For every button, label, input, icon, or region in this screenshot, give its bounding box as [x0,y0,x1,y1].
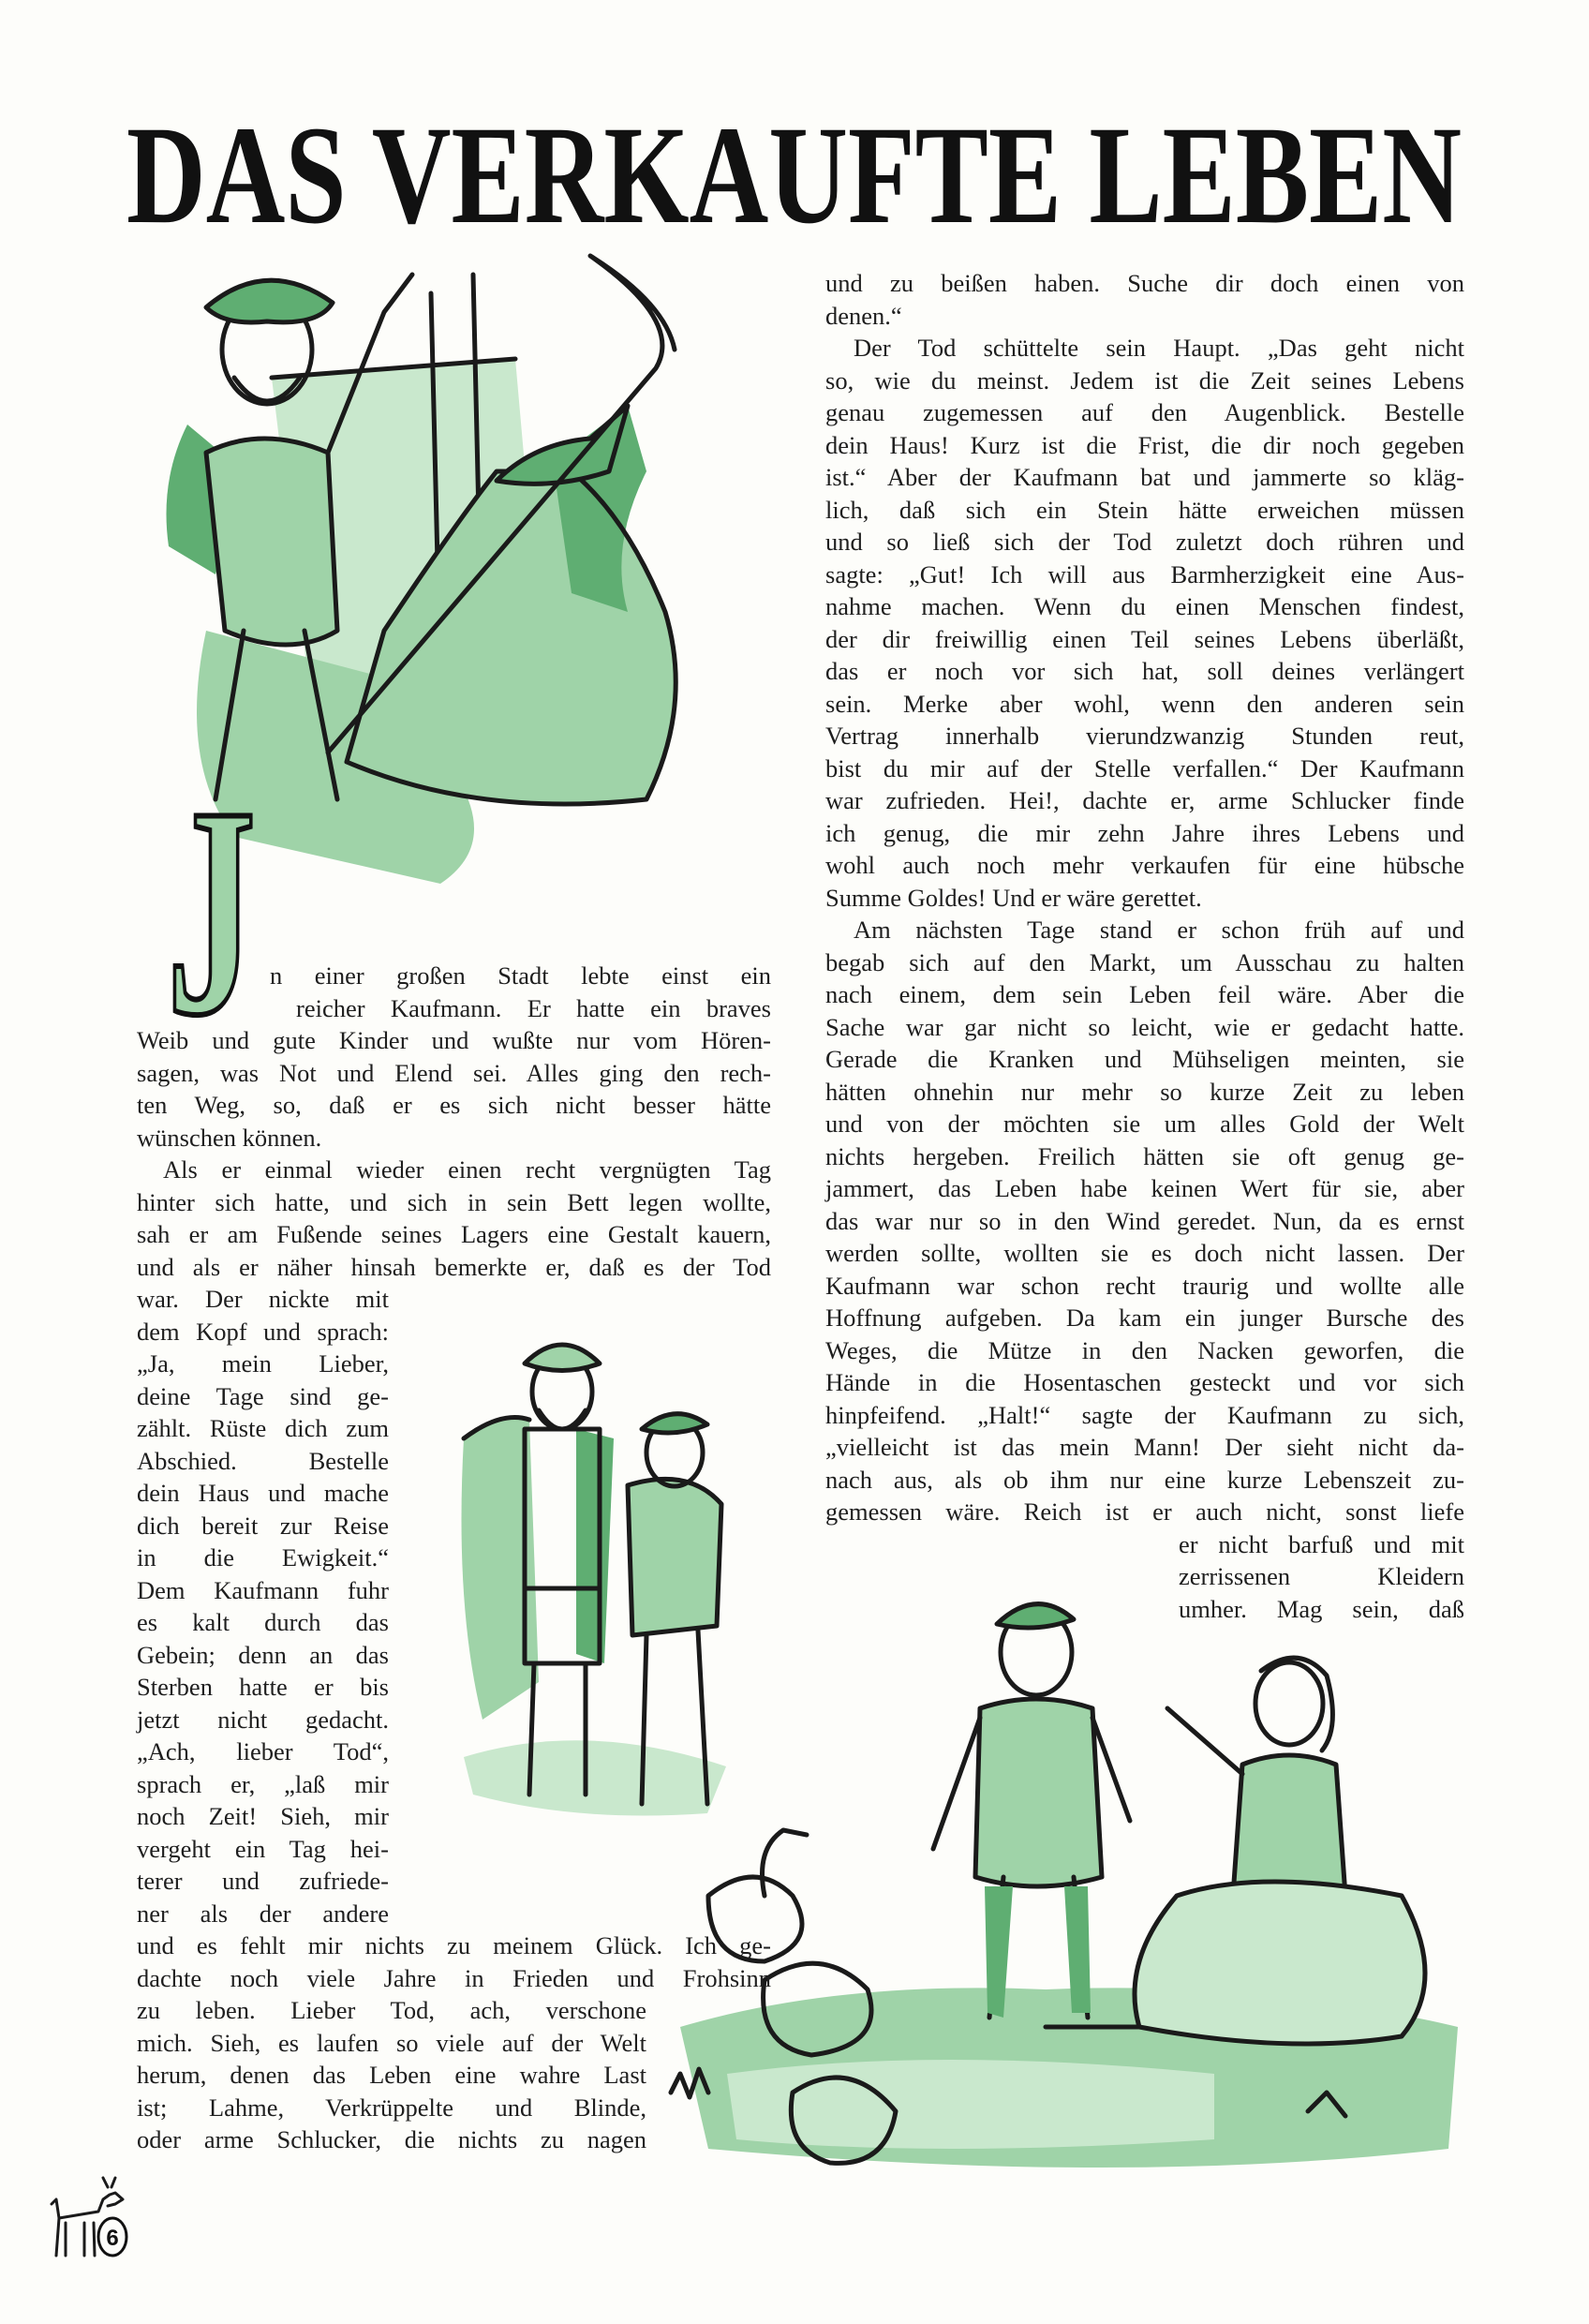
text-line: war zufrieden. Hei!, dachte er, arme Schlucker finde [825,786,1464,814]
text-line: nach aus, als ob ihm nur eine kurze Lebenszeit zu- [825,1465,1464,1494]
text-line: Hoffnung aufgeben. Da kam ein junger Bursche des [825,1304,1464,1332]
text-line: Vertrag innerhalb vierundzwanzig Stunden reut, [825,722,1464,750]
page-title-text: DAS VERKAUFTE LEBEN [126,97,1462,253]
text-line: und zu beißen haben. Suche dir doch einen von [825,269,1464,297]
text-line: sein. Merke aber wohl, wenn den anderen sein [825,689,1464,718]
text-line: „vielleicht ist das mein Mann! Der sieht nicht da- [825,1433,1464,1461]
text-line: denen.“ [825,301,902,330]
text-line: nach einem, dem sein Leben feil wäre. Aber die [825,980,1464,1008]
text-line: Abschied. Bestelle [137,1446,389,1475]
text-line: ist; Lahme, Verkrüppelte und Blinde, [137,2093,646,2122]
text-line: jammert, das Leben habe keinen Wert für sie, aber [825,1174,1464,1202]
text-line: n einer großen Stadt lebte einst ein [270,961,771,990]
text-line: deine Tage sind ge- [137,1381,389,1410]
text-line: begab sich auf den Markt, um Ausschau zu halten [825,947,1464,976]
text-line: dich bereit zur Reise [137,1511,389,1540]
text-line: hätten ohnehin nur mehr so kurze Zeit zu leben [825,1077,1464,1106]
text-line: Weges, die Mütze in den Nacken geworfen, die [825,1335,1464,1364]
text-line: werden sollte, wollten sie es doch nicht lassen. Der [825,1239,1464,1267]
text-line: nahme machen. Wenn du einen Menschen findest, [825,592,1464,620]
page-number: 6 [106,2226,119,2251]
text-line: und von der möchten sie um alles Gold der Welt [825,1110,1464,1138]
text-line: und als er näher hinsah bemerkte er, daß es der Tod [137,1252,771,1281]
text-line: Weib und gute Kinder und wußte nur vom Hören- [137,1026,771,1054]
text-line: Am nächsten Tage stand er schon früh auf und [854,916,1464,944]
text-line: sagte: „Gut! Ich will aus Barmherzigkeit eine Aus- [825,559,1464,588]
text-line: zählt. Rüste dich zum [137,1414,389,1442]
page-number-goat-logo [42,2167,128,2265]
text-line: Hände in die Hosentaschen gesteckt und vor sich [825,1368,1464,1396]
text-line: Summe Goldes! Und er wäre gerettet. [825,883,1202,912]
text-line: Kaufmann war schon recht traurig und wollte alle [825,1271,1464,1300]
text-line: dem Kopf und sprach: [137,1317,389,1346]
illustration-boy-girl-geese [652,1587,1467,2179]
text-line: „Ach, lieber Tod“, [137,1737,389,1765]
text-line: ich genug, die mir zehn Jahre ihres Lebens und [825,818,1464,847]
text-line: dachte noch viele Jahre in Frieden und Frohsinn [137,1963,771,1992]
text-line: dein Haus und mache [137,1479,389,1507]
text-line: in die Ewigkeit.“ [137,1543,389,1572]
text-line: mich. Sieh, es laufen so viele auf der Welt [137,2028,646,2057]
text-line: das war nur so in den Wind geredet. Nun, da es ernst [825,1206,1464,1235]
text-line: war. Der nickte mit [137,1285,389,1313]
text-line: „Ja, mein Lieber, [137,1349,389,1378]
text-line: das er noch vor sich hat, soll deines verlängert [825,657,1464,685]
text-line: noch Zeit! Sieh, mir [137,1802,389,1830]
text-line: oder arme Schlucker, die nichts zu nagen [137,2125,646,2153]
text-line: er nicht barfuß und mit [1179,1529,1464,1558]
text-line: Sterben hatte er bis [137,1673,389,1701]
text-line: sah er am Fußende seines Lagers eine Gestalt kauern, [137,1220,771,1248]
text-line: herum, denen das Leben eine wahre Last [137,2061,646,2089]
text-line: wohl auch noch mehr verkaufen für eine hübsche [825,851,1464,879]
text-line: ner als der andere [137,1899,389,1928]
svg-text:J: J [167,746,256,1078]
text-line: der dir freiwillig einen Teil seines Lebens überläßt, [825,624,1464,653]
text-line: Gerade die Kranken und Mühseligen meinten, sie [825,1045,1464,1073]
text-line: und es fehlt mir nichts zu meinem Glück. Ich ge- [137,1931,771,1959]
text-line: Als er einmal wieder einen recht vergnügten Tag [163,1155,771,1184]
text-line: Sache war gar nicht so leicht, wie er gedacht hatte. [825,1012,1464,1041]
text-line: so, wie du meinst. Jedem ist die Zeit seines Lebens [825,365,1464,395]
text-line: jetzt nicht gedacht. [137,1705,389,1734]
text-line: sprach er, „laß mir [137,1769,389,1798]
text-line: hinter sich hatte, und sich in sein Bett legen wollte, [137,1187,771,1216]
page-title [126,97,1462,253]
text-line: und so ließ sich der Tod zuletzt doch rühren und [825,528,1464,556]
text-line: Gebein; denn an das [137,1640,389,1669]
text-line: bist du mir auf der Stelle verfallen.“ Der Kaufmann [825,753,1464,782]
text-line: wünschen können. [137,1123,322,1152]
text-line: vergeht ein Tag hei- [137,1834,389,1863]
text-line: sagen, was Not und Elend sei. Alles ging den rech- [137,1058,771,1087]
text-line: dein Haus! Kurz ist die Frist, die dir noch gegeben [825,430,1464,459]
text-line: umher. Mag sein, daß [1179,1594,1464,1623]
text-line: ist.“ Aber der Kaufmann bat und jammerte so kläg- [825,463,1464,491]
text-line: lich, daß sich ein Stein hätte erweichen müssen [825,495,1464,524]
drop-cap [167,746,260,1078]
text-line: hinpfeifend. „Halt!“ sagte der Kaufmann zu sich, [825,1400,1464,1429]
text-line: es kalt durch das [137,1608,389,1636]
text-line: genau zugemessen auf den Augenblick. Bestelle [825,398,1464,426]
text-line: terer und zufriede- [137,1867,389,1895]
text-line: Dem Kaufmann fuhr [137,1575,389,1604]
text-line: gemessen wäre. Reich ist er auch nicht, sonst liefe [825,1497,1464,1526]
text-line: zerrissenen Kleidern [1179,1562,1464,1590]
text-line: Der Tod schüttelte sein Haupt. „Das geht nicht [854,334,1464,362]
text-line: nichts hergeben. Freilich hätten sie oft genug ge- [825,1141,1464,1170]
text-line: zu leben. Lieber Tod, ach, verschone [137,1996,646,2024]
text-line: reicher Kaufmann. Er hatte ein braves [296,993,771,1022]
text-line: ten Weg, so, daß er es sich nicht besser hätte [137,1091,771,1119]
